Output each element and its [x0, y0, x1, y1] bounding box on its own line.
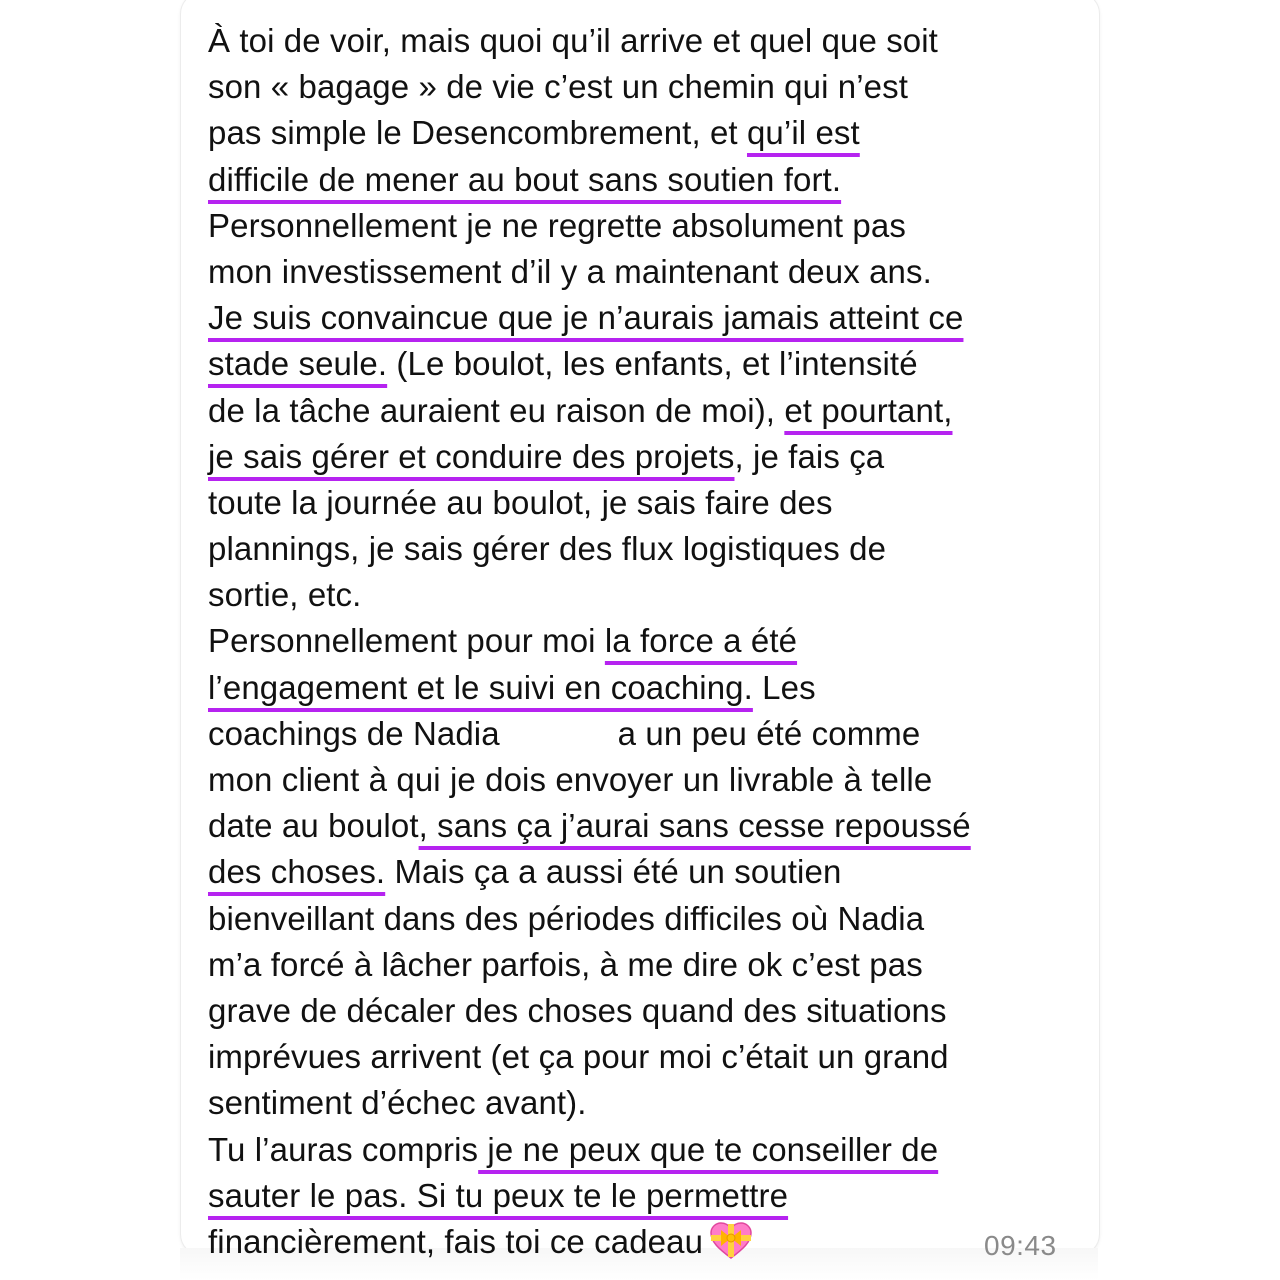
message-line: des choses. Mais ça a aussi été un soutien	[208, 853, 842, 891]
message-line: Tu l’auras compris je ne peux que te conseiller de	[208, 1130, 939, 1168]
message-line: plannings, je sais gérer des flux logistiques de	[208, 530, 887, 568]
message-line: son « bagage » de vie c’est un chemin qui n’est	[208, 68, 908, 106]
message-line: bienveillant dans des périodes difficiles où Nadia	[208, 899, 925, 937]
highlighted-text: qu’il est	[746, 114, 860, 152]
message-line	[208, 157, 1088, 203]
message-line: sentiment d’échec avant).	[208, 1084, 587, 1122]
highlighted-text: l’engagement et le suivi en coaching.	[208, 668, 753, 706]
message-line: financièrement, fais toi ce cadeau	[208, 1219, 1088, 1265]
message-line: m’a forcé à lâcher parfois, à me dire ok c’est pas	[208, 945, 923, 983]
message-line: mon client à qui je dois envoyer un livrable à telle	[208, 761, 933, 798]
message-line: je sais gérer et conduire des projets, je fais ça	[208, 437, 885, 475]
message-line: imprévues arrivent (et ça pour moi c’était un grand	[208, 1038, 949, 1076]
message-line: toute la journée au boulot, je sais faire des	[208, 483, 833, 521]
message-line: de la tâche auraient eu raison de moi), et pourtant,	[208, 391, 953, 429]
message-line: coachings de Nadia a un peu été comme	[208, 714, 921, 752]
highlighted-text: je ne peux que te conseiller de	[478, 1130, 939, 1168]
message-line: l’engagement et le suivi en coaching. Les	[208, 668, 816, 706]
message-timestamp: 09:43	[984, 1230, 1057, 1261]
highlighted-text: stade seule.	[208, 345, 388, 383]
message-line: Personnellement je ne regrette absolument pas	[208, 206, 906, 244]
highlighted-text: et pourtant,	[784, 391, 953, 429]
heart-with-ribbon-icon	[709, 1221, 753, 1273]
highlighted-text: la force a été	[604, 622, 798, 660]
message-text	[208, 18, 1088, 1265]
message-line: Personnellement pour moi la force a été	[208, 622, 798, 660]
highlighted-text: sauter le pas. Si tu peux te le permettre	[208, 1176, 789, 1214]
message-line: À toi de voir, mais quoi qu’il arrive et quel que soit	[208, 22, 938, 59]
message-line: sortie, etc.	[208, 576, 362, 614]
message-line: mon investissement d’il y a maintenant deux ans.	[208, 252, 932, 290]
message-line: pas simple le Desencombrement, et qu’il est	[208, 114, 860, 152]
message-line: grave de décaler des choses quand des situations	[208, 991, 947, 1029]
highlighted-text: des choses.	[208, 853, 386, 891]
message-line	[208, 1173, 1088, 1219]
highlighted-text: Je suis convaincue que je n’aurais jamais atteint ce	[208, 299, 964, 337]
highlighted-text: , sans ça j’aurai sans cesse repoussé	[418, 807, 971, 845]
highlighted-text: difficile de mener au bout sans soutien fort.	[208, 160, 842, 198]
message-line: date au boulot, sans ça j’aurai sans cesse repoussé	[208, 807, 971, 845]
message-line: stade seule. (Le boulot, les enfants, et l’intensité	[208, 345, 918, 383]
highlighted-text: je sais gérer et conduire des projets	[208, 437, 735, 475]
message-line	[208, 295, 1088, 341]
